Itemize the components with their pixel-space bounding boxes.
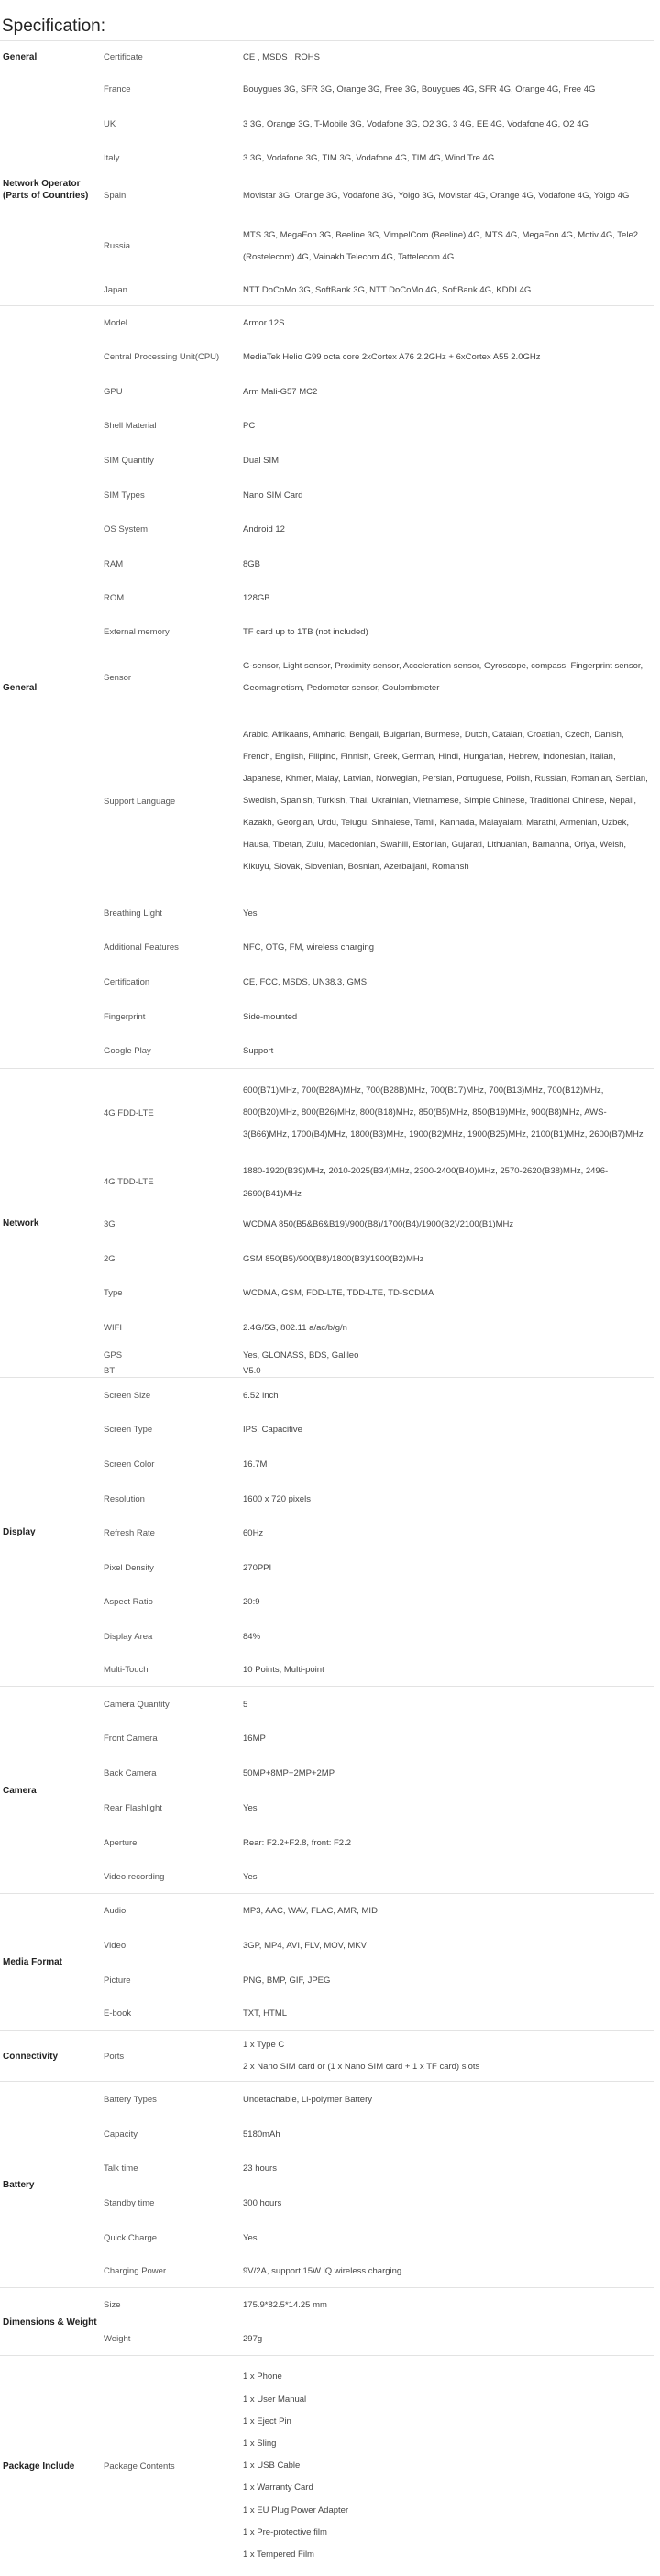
spec-value: PNG, BMP, GIF, JPEG [243, 1975, 331, 1986]
spec-value: G-sensor, Light sensor, Proximity sensor, Acceleration sensor, Gyroscope, compass, Fingerprint sensor, Geomagnetism, Pedometer sensor, Coulombmeter [243, 661, 644, 693]
spec-label: Audio [104, 1894, 239, 1928]
spec-label: 4G FDD-LTE [104, 1069, 239, 1157]
spec-value: MTS 3G, MegaFon 3G, Beeline 3G, VimpelCom (Beeline) 4G, MTS 4G, MegaFon 4G, Motiv 4G, Tele2 (Rostelecom) 4G, Vainakh Telecom 4G, Tattelecom 4G [243, 229, 639, 262]
spec-label: Size [104, 2288, 239, 2322]
spec-label: Quick Charge [104, 2232, 158, 2243]
spec-label: Camera Quantity [104, 1687, 239, 1722]
spec-label: WIFI [104, 1322, 123, 1333]
spec-label: Video [104, 1940, 126, 1951]
spec-label: Aperture [104, 1837, 138, 1848]
spec-label: Screen Color [104, 1459, 155, 1470]
spec-value: 9V/2A, support 15W iQ wireless charging [243, 2266, 402, 2277]
spec-category: Battery [0, 2082, 104, 2288]
spec-label: Video recording [104, 1871, 165, 1882]
spec-value: Nano SIM Card [243, 490, 303, 501]
package-item: 1 x Warranty Card [243, 2482, 314, 2493]
spec-value [239, 2356, 654, 2576]
package-item: 1 x Sling [243, 2438, 277, 2449]
spec-value: 1880-1920(B39)MHz, 2010-2025(B34)MHz, 2300-2400(B40)MHz, 2570-2620(B38)MHz, 2496-2690(B41)MHz [243, 1165, 609, 1199]
spec-row [0, 1894, 654, 1928]
spec-label: SIM Quantity [104, 455, 154, 466]
spec-label: Model [104, 306, 239, 340]
spec-label: SIM Types [104, 490, 145, 501]
spec-value: GSM 850(B5)/900(B8)/1800(B3)/1900(B2)MHz [243, 1253, 424, 1264]
spec-value: TXT, HTML [243, 2009, 288, 2020]
spec-value: 270PPI [243, 1562, 272, 1573]
spec-table [0, 40, 654, 2576]
spec-label: Rear Flashlight [104, 1802, 162, 1813]
spec-value: Dual SIM [243, 455, 280, 466]
package-item: 1 x User Manual [243, 2394, 307, 2405]
spec-label: Talk time [104, 2163, 138, 2174]
spec-label: 4G TDD-LTE [104, 1177, 154, 1187]
spec-row [0, 306, 654, 340]
spec-label: UK [104, 119, 116, 129]
spec-value: Arm Mali-G57 MC2 [243, 386, 318, 397]
spec-value: 175.9*82.5*14.25 mm [239, 2288, 654, 2322]
spec-label: Breathing Light [104, 908, 162, 919]
spec-label: Russia [104, 241, 131, 251]
spec-value: 3GP, MP4, AVI, FLV, MOV, MKV [243, 1940, 367, 1951]
spec-label: Package Contents [104, 2356, 239, 2576]
spec-value: V5.0 [243, 1366, 261, 1377]
spec-row [0, 1378, 654, 1413]
spec-value: Side-mounted [243, 1011, 298, 1022]
spec-category: Connectivity [0, 2031, 104, 2082]
spec-label: GPU [104, 386, 123, 397]
package-item: 1 x EU Plug Power Adapter [243, 2504, 349, 2515]
spec-value: 23 hours [243, 2163, 277, 2174]
spec-value: Support [243, 1046, 274, 1057]
spec-row [0, 2356, 654, 2576]
spec-value: 16.7M [243, 1459, 268, 1470]
spec-value: WCDMA 850(B5&B6&B19)/900(B8)/1700(B4)/1900(B2)/2100(B1)MHz [243, 1219, 514, 1229]
spec-value: IPS, Capacitive [243, 1425, 302, 1435]
spec-value: 5 [239, 1687, 654, 1722]
spec-value: 5180mAh [243, 2129, 280, 2140]
spec-category: Camera [0, 1687, 104, 1894]
package-item: 1 x Phone [243, 2372, 282, 2383]
spec-label: BT [104, 1366, 116, 1377]
spec-value: 6.52 inch [239, 1378, 654, 1413]
spec-label: OS System [104, 524, 148, 534]
spec-value: Yes [243, 1802, 258, 1813]
spec-value: MP3, AAC, WAV, FLAC, AMR, MID [239, 1894, 654, 1928]
spec-label: Display Area [104, 1631, 153, 1642]
spec-category: General [0, 41, 104, 72]
spec-label: Central Processing Unit(CPU) [104, 352, 220, 362]
spec-label: External memory [104, 627, 170, 637]
spec-label: Italy [104, 152, 120, 163]
spec-row [0, 2288, 654, 2322]
spec-value: 1600 x 720 pixels [243, 1493, 311, 1504]
spec-value: Undetachable, Li-polymer Battery [239, 2082, 654, 2117]
spec-row [0, 1069, 654, 1157]
spec-label: E-book [104, 2009, 132, 2020]
spec-value: 3 3G, Orange 3G, T-Mobile 3G, Vodafone 3G, O2 3G, 3 4G, EE 4G, Vodafone 4G, O2 4G [243, 119, 588, 129]
package-item: 1 x USB Cable [243, 2460, 301, 2471]
spec-value: Movistar 3G, Orange 3G, Vodafone 3G, Yoigo 3G, Movistar 4G, Orange 4G, Vodafone 4G, Yoigo 4G [243, 190, 630, 201]
spec-row [0, 1687, 654, 1722]
spec-value: 300 hours [243, 2197, 282, 2208]
spec-value: 60Hz [243, 1528, 264, 1538]
spec-label: Pixel Density [104, 1562, 154, 1573]
spec-label: Weight [104, 2333, 131, 2344]
spec-label: Support Language [104, 796, 176, 807]
spec-value: MediaTek Helio G99 octa core 2xCortex A76 2.2GHz + 6xCortex A55 2.0GHz [243, 352, 541, 362]
spec-label: Screen Type [104, 1425, 153, 1435]
spec-label: Google Play [104, 1046, 151, 1057]
spec-value: Arabic, Afrikaans, Amharic, Bengali, Bulgarian, Burmese, Dutch, Catalan, Croatian, Czech, Danish, French, English, Filipino, Finnish, Greek, German, Hindi, Hungarian, Hebrew, Indonesian, Italian, Japanese, Khmer, Malay, Latvian, Norwegian, Persian, Portuguese, Polish, Russian, Romanian, Serbian, Swedish, Spanish, Turkish, Thai, Ukrainian, Vietnamese, Simple Chinese, Traditional Chinese, Nepali, Kazakh, Georgian, Urdu, Telugu, Sinhalese, Tamil, Kannada, Malayalam, Marathi, Armenian, Uzbek, Hausa, Tibetan, Zulu, Macedonian, Swahili, Estonian, Gujarati, Lithuanian, Bamanna, Oriya, Welsh, Kikuyu, Slovak, Slovenian, Bosnian, Azerbaijani, Romansh [243, 730, 648, 872]
spec-label: Shell Material [104, 421, 157, 431]
spec-label: Picture [104, 1975, 131, 1986]
spec-label: Standby time [104, 2197, 155, 2208]
spec-label: Resolution [104, 1493, 145, 1504]
spec-label: Front Camera [104, 1734, 158, 1744]
package-item: 1 x Tempered Film [243, 2548, 314, 2559]
spec-label: Certification [104, 976, 150, 987]
spec-value: Rear: F2.2+F2.8, front: F2.2 [243, 1837, 352, 1848]
spec-category: Dimensions & Weight [0, 2288, 104, 2356]
spec-value: 600(B71)MHz, 700(B28A)MHz, 700(B28B)MHz, 700(B17)MHz, 700(B13)MHz, 700(B12)MHz, 800(B20)MHz, 800(B26)MHz, 800(B18)MHz, 850(B5)MHz, 850(B19)MHz, 900(B8)MHz, AWS-3(B66)MHz, 1700(B4)MHz, 1800(B3)MHz, 1900(B2)MHz, 1900(B25)MHz, 2100(B1)MHz, 2600(B7)MHz [239, 1069, 654, 1157]
spec-category: Package Include [0, 2356, 104, 2576]
spec-row [0, 72, 654, 106]
spec-value: 8GB [243, 558, 261, 569]
spec-value: Armor 12S [239, 306, 654, 340]
spec-value: CE, FCC, MSDS, UN38.3, GMS [243, 976, 368, 987]
spec-category: General [0, 306, 104, 1069]
spec-category: Display [0, 1378, 104, 1687]
spec-value: 2.4G/5G, 802.11 a/ac/b/g/n [243, 1322, 347, 1333]
spec-label: Spain [104, 190, 126, 201]
spec-value: CE , MSDS , ROHS [239, 41, 654, 72]
spec-label: Aspect Ratio [104, 1597, 153, 1607]
spec-value: PC [243, 421, 256, 431]
package-item: 1 x Eject Pin [243, 2416, 292, 2427]
package-item: 1 x Pre-protective film [243, 2526, 327, 2537]
spec-value: 297g [243, 2333, 263, 2344]
spec-label: France [104, 72, 239, 106]
spec-value: 128GB [243, 593, 270, 603]
spec-label: RAM [104, 558, 124, 569]
spec-value: 50MP+8MP+2MP+2MP [243, 1767, 336, 1778]
spec-label: ROM [104, 593, 125, 603]
spec-value: Yes [243, 908, 258, 919]
spec-category: Network Operator (Parts of Countries) [0, 72, 104, 306]
spec-row [0, 2031, 654, 2082]
spec-label: GPS [104, 1349, 123, 1360]
spec-label: Ports [104, 2031, 239, 2082]
spec-label: Screen Size [104, 1378, 239, 1413]
spec-value: 20:9 [243, 1597, 260, 1607]
spec-label: Back Camera [104, 1767, 157, 1778]
spec-value: 84% [243, 1631, 261, 1642]
spec-row [0, 2082, 654, 2117]
spec-label: Capacity [104, 2129, 138, 2140]
spec-value: 1 x Type C 2 x Nano SIM card or (1 x Nano SIM card + 1 x TF card) slots [239, 2031, 654, 2082]
spec-value: Yes [243, 2232, 258, 2243]
spec-value: Yes [243, 1871, 258, 1882]
spec-label: Additional Features [104, 942, 179, 952]
spec-value: Bouygues 3G, SFR 3G, Orange 3G, Free 3G, Bouygues 4G, SFR 4G, Orange 4G, Free 4G [239, 72, 654, 106]
spec-value: Yes, GLONASS, BDS, Galileo [243, 1349, 359, 1360]
spec-label: Sensor [104, 672, 132, 683]
spec-category: Media Format [0, 1894, 104, 2031]
spec-category: Network [0, 1069, 104, 1378]
spec-table-body [0, 41, 654, 2576]
spec-label: Refresh Rate [104, 1528, 155, 1538]
spec-label: 3G [104, 1219, 116, 1229]
spec-label: Certificate [104, 41, 239, 72]
spec-label: Multi-Touch [104, 1665, 148, 1676]
spec-label: Type [104, 1288, 123, 1298]
spec-value: NTT DoCoMo 3G, SoftBank 3G, NTT DoCoMo 4G, SoftBank 4G, KDDI 4G [243, 285, 532, 296]
spec-label: Japan [104, 285, 127, 296]
spec-label: Fingerprint [104, 1011, 146, 1022]
spec-value: WCDMA, GSM, FDD-LTE, TDD-LTE, TD-SCDMA [243, 1288, 434, 1298]
spec-value: 3 3G, Vodafone 3G, TIM 3G, Vodafone 4G, TIM 4G, Wind Tre 4G [243, 152, 495, 163]
spec-title: Specification: [2, 17, 106, 36]
spec-row [0, 41, 654, 72]
spec-label: 2G [104, 1253, 116, 1264]
spec-value: 10 Points, Multi-point [243, 1665, 324, 1676]
spec-value: NFC, OTG, FM, wireless charging [243, 942, 375, 952]
spec-value: Android 12 [243, 524, 285, 534]
spec-label: Charging Power [104, 2266, 167, 2277]
spec-value: TF card up to 1TB (not included) [243, 627, 368, 637]
spec-label: Battery Types [104, 2082, 239, 2117]
spec-value: 16MP [243, 1734, 266, 1744]
